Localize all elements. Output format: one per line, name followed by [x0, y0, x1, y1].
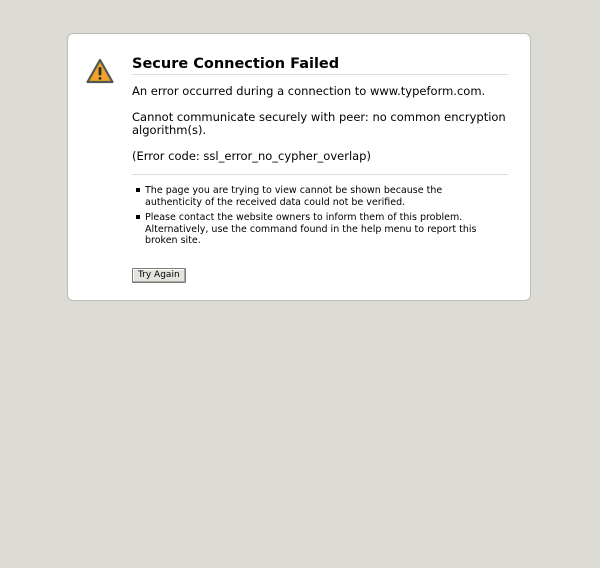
bullet-icon	[136, 188, 140, 192]
error-page-container	[67, 33, 531, 301]
divider	[132, 174, 508, 175]
error-content	[132, 56, 508, 283]
error-code-text: (Error code: ssl_error_no_cypher_overlap)	[132, 149, 371, 163]
reason-text: The page you are trying to view cannot be shown because the authenticity of the received data could not be verified.	[145, 185, 443, 208]
reason-text: Please contact the website owners to inform them of this problem. Alternatively, use the command found in the help menu to report this broken site.	[145, 212, 477, 246]
bullet-icon	[136, 215, 140, 219]
try-again-button[interactable]: Try Again	[132, 268, 186, 283]
list-item	[132, 185, 482, 208]
warning-triangle-icon	[86, 58, 114, 84]
error-intro-text: An error occurred during a connection to www.typeform.com.	[132, 84, 486, 98]
page-title: Secure Connection Failed	[132, 56, 508, 75]
error-reasons-list	[132, 185, 482, 247]
error-detail-text: Cannot communicate securely with peer: no common encryption algorithm(s).	[132, 110, 506, 137]
list-item	[132, 212, 482, 247]
